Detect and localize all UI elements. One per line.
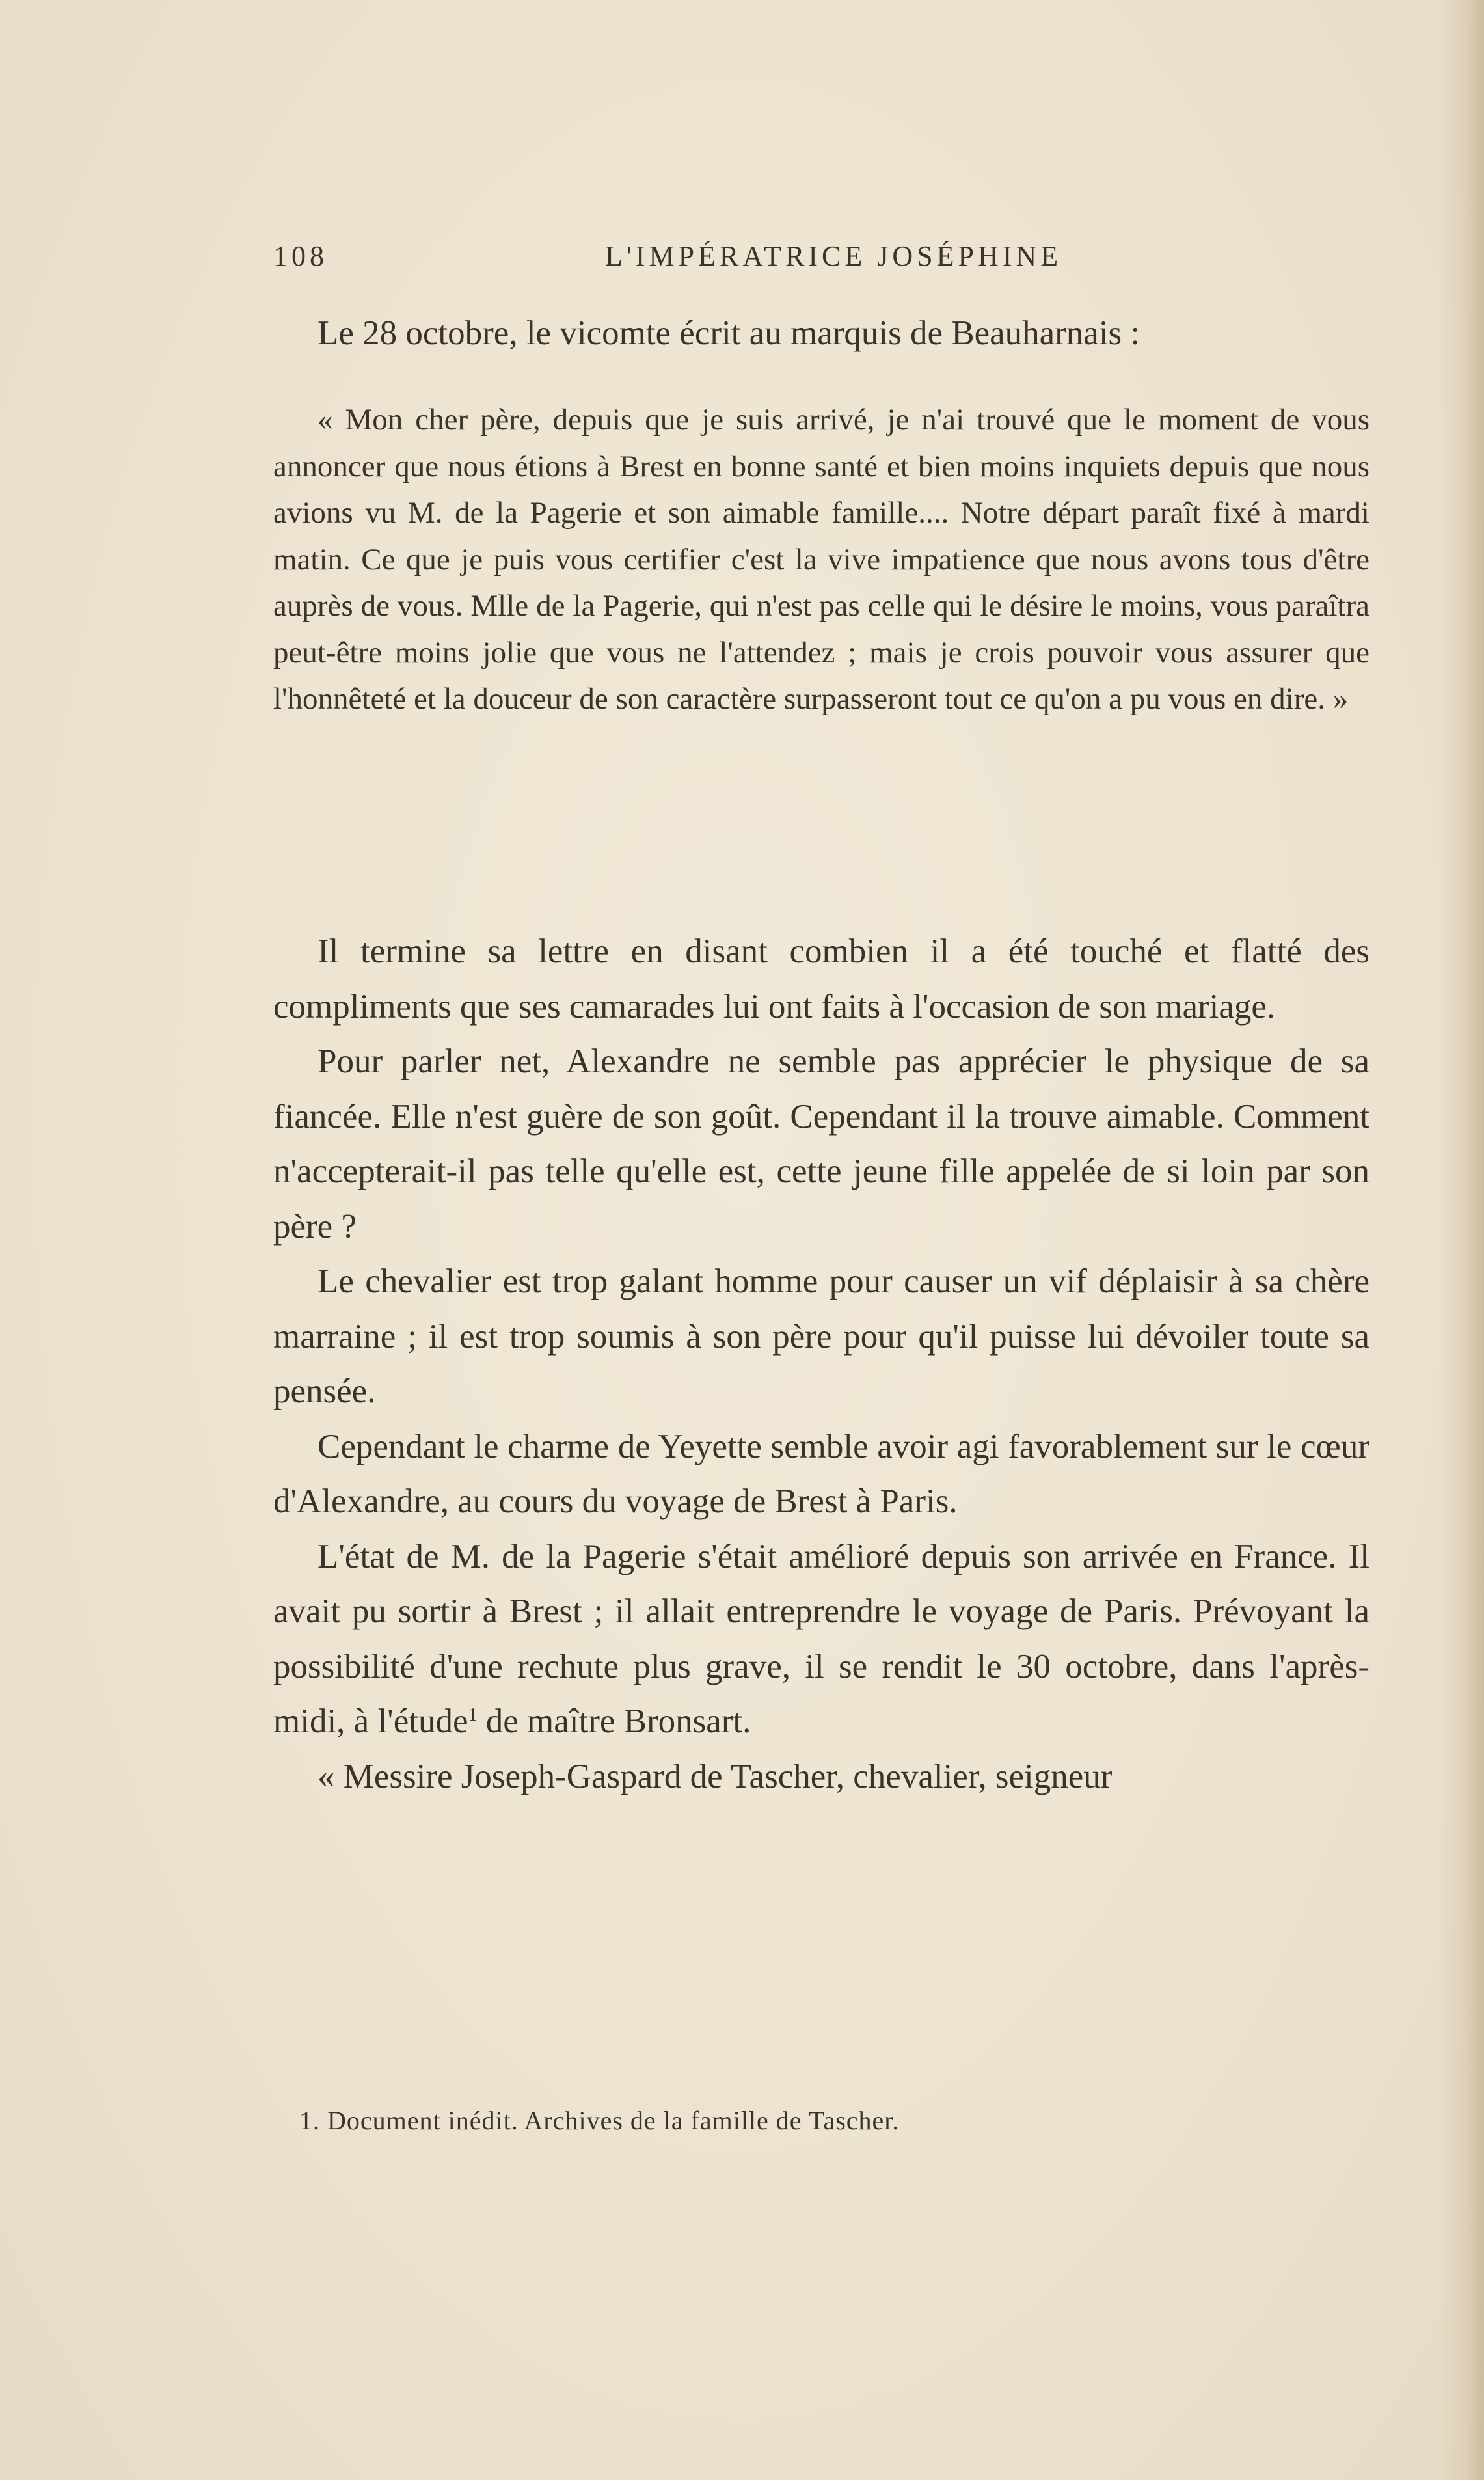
paragraph-5: [273, 1529, 1369, 1749]
paragraph-3: Le chevalier est trop galant homme pour causer un vif déplaisir à sa chère marraine ; il est trop soumis à son père pour qu'il puisse lui dévoiler toute sa pensée.: [273, 1262, 1369, 1410]
paragraph-5-text-end: de maître Bronsart.: [477, 1702, 751, 1740]
paragraph-4: Cependant le charme de Yeyette semble avoir agi favorablement sur le cœur d'Alexandre, au cours du voyage de Brest à Paris.: [273, 1427, 1369, 1520]
running-title: L'IMPÉRATRICE JOSÉPHINE: [605, 240, 1062, 272]
letter-paragraph: « Mon cher père, depuis que je suis arrivé, je n'ai trouvé que le moment de vous annoncer que nous étions à Brest en bonne santé et bien moins inquiets depuis que nous avions vu M. de la Pagerie et son aimable famille.... Notre départ paraît fixé à mardi matin. Ce que je puis vous certifier c'est la vive impatience que nous avons tous d'être auprès de vous. Mlle de la Pagerie, qui n'est pas celle qui le désire le moins, vous paraîtra peut-être moins jolie que vous ne l'attendez ; mais je crois pouvoir vous assurer que l'honnêteté et la douceur de son caractère surpasseront tout ce qu'on a pu vous en dire. »: [273, 403, 1369, 716]
page-number: 108: [273, 240, 328, 272]
quoted-letter: [273, 397, 1369, 723]
running-head: [273, 239, 1369, 279]
main-text: [273, 924, 1369, 1804]
page-edge-shadow: [1438, 0, 1484, 2480]
paragraph-6: « Messire Joseph-Gaspard de Tascher, chevalier, seigneur: [317, 1757, 1113, 1795]
paragraph-2: Pour parler net, Alexandre ne semble pas apprécier le physique de sa fiancée. Elle n'est guère de son goût. Cependant il la trouve aimable. Comment n'accepterait-il pas telle qu'elle est, cette jeune fille appelée de si loin par son père ?: [273, 1042, 1369, 1246]
paragraph-1: Il termine sa lettre en disant combien il a été touché et flatté des compliments que ses camarades lui ont faits à l'occasion de son mariage.: [273, 933, 1369, 1026]
intro-paragraph: Le 28 octobre, le vicomte écrit au marquis de Beauharnais :: [317, 314, 1140, 352]
paragraph-5-text: L'état de M. de la Pagerie s'était amélioré depuis son arrivée en France. Il avait pu sortir à Brest ; il allait entreprendre le voyage de Paris. Prévoyant la possibilité d'une rechute plus grave, il se rendit le 30 octobre, dans l'après-midi, à l'étude: [273, 1537, 1369, 1740]
footnote-marker: 1: [468, 1705, 478, 1725]
footnote: 1. Document inédit. Archives de la famille de Tascher.: [299, 2106, 900, 2135]
intro-block: [273, 306, 1369, 361]
